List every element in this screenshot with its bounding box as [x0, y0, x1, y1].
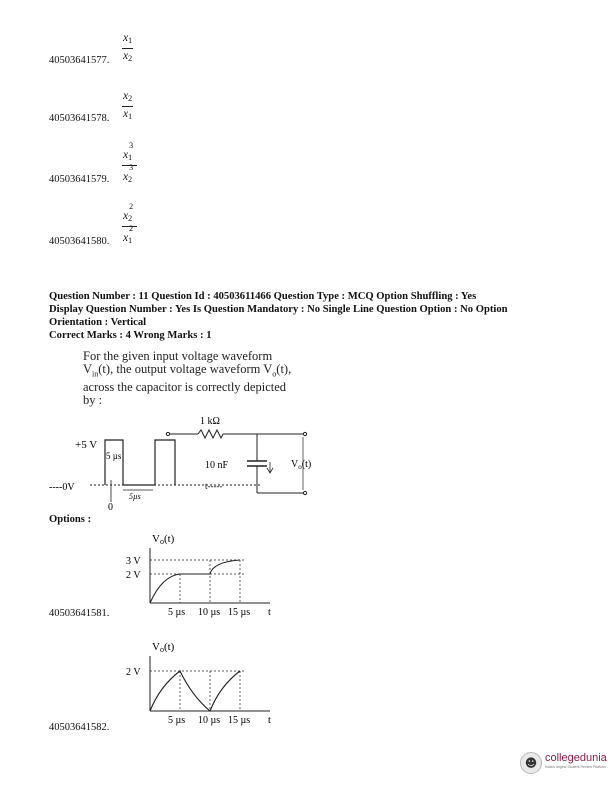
output-terminal-bottom — [303, 491, 306, 494]
option-id: 40503641579. — [49, 174, 110, 185]
xtick-label: t — [268, 715, 271, 726]
option-id: 40503641580. — [49, 236, 110, 247]
origin-label: 0 — [108, 502, 113, 513]
output-terminal-top — [303, 432, 306, 435]
option-fraction-4: $\frac{x_2^2}{x_1^2}$ — [122, 206, 137, 247]
option-graph-1 — [120, 528, 290, 620]
gap-label: 5µs — [129, 492, 141, 501]
capacitor-label: 10 nF — [205, 460, 229, 471]
xtick-label: 10 µs — [198, 715, 221, 726]
options-label: Options : — [49, 514, 92, 525]
circuit-diagram — [45, 410, 335, 520]
input-pulse-waveform — [105, 440, 175, 485]
resistor-symbol — [198, 430, 223, 438]
header-line: Display Question Number : Yes Is Question Mandatory : No Single Line Question Option : No Option — [49, 304, 508, 315]
v5-label: +5 V — [75, 439, 98, 451]
pulse-width-label: 5 µs — [106, 451, 122, 461]
question-header — [49, 290, 589, 342]
option-id: 40503641578. — [49, 113, 110, 124]
logo-icon: ☻ — [520, 752, 542, 774]
graph-ylabel: Vo(t) — [152, 641, 175, 654]
option-id: 40503641577. — [49, 55, 110, 66]
xtick-label: 15 µs — [228, 715, 251, 726]
brand-tagline: India's largest Student Review Platform — [545, 765, 606, 769]
xtick-label: 5 µs — [168, 607, 186, 618]
xtick-label: 15 µs — [228, 607, 251, 618]
collegedunia-watermark — [520, 752, 607, 774]
header-line: Question Number : 11 Question Id : 40503611466 Question Type : MCQ Option Shuffling : Yes — [49, 291, 477, 302]
option-id: 40503641581. — [49, 608, 110, 619]
xtick-label: t — [268, 607, 271, 618]
xtick-label: 10 µs — [198, 607, 221, 618]
response-curve — [150, 560, 240, 603]
level-label: 3 V — [126, 556, 141, 567]
response-curve — [150, 671, 240, 711]
option-fraction-1: $\frac{x_1}{x_2}$ — [123, 32, 133, 63]
graph-ylabel: Vo(t) — [152, 533, 175, 546]
option-fraction-2: $\frac{x_2}{x_1}$ — [123, 90, 133, 121]
option-fraction-3: $\frac{x_1^3}{x_2^3}$ — [122, 145, 137, 186]
brand-name: collegedunia — [545, 752, 607, 764]
level-label: 2 V — [126, 667, 141, 678]
t-label: t----- — [205, 481, 223, 491]
vout-label: $V_o(t)$ — [291, 459, 312, 471]
option-graph-2 — [120, 636, 290, 728]
question-text: For the given input voltage waveform $V_{in}(t)$, the output voltage waveform $V_o(t)$, across the capacitor is correctly depicted by : — [83, 349, 292, 407]
resistor-label: 1 kΩ — [200, 416, 220, 427]
header-line: Orientation : Vertical — [49, 317, 147, 328]
input-terminal — [166, 432, 169, 435]
xtick-label: 5 µs — [168, 715, 186, 726]
zero-v-label: ----0V — [49, 482, 75, 493]
marks-line: Correct Marks : 4 Wrong Marks : 1 — [49, 330, 212, 341]
option-id: 40503641582. — [49, 722, 110, 733]
level-label: 2 V — [126, 570, 141, 581]
